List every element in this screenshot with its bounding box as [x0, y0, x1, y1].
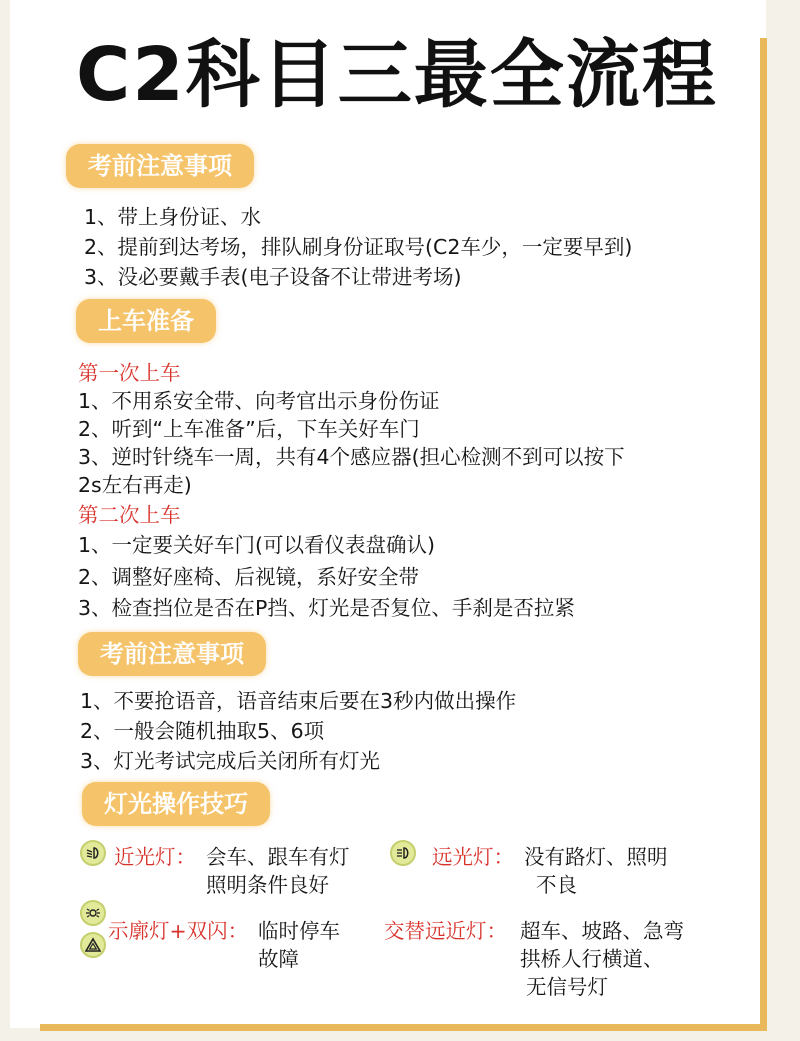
- list-item: 1、不要抢语音，语音结束后要在3秒内做出操作: [80, 689, 517, 713]
- page-frame-bottom: [40, 1024, 767, 1031]
- section-heading-pre-exam: 考前注意事项: [66, 144, 254, 188]
- section-heading-lights: 灯光操作技巧: [82, 782, 270, 826]
- high-beam-desc: 不良: [536, 873, 577, 897]
- subheading-second-boarding: 第二次上车: [78, 503, 181, 527]
- alternate-beam-desc: 超车、坡路、急弯: [520, 919, 684, 943]
- high-beam-desc: 没有路灯、照明: [524, 845, 668, 869]
- hazard-icon: [80, 932, 106, 958]
- low-beam-desc: 会车、跟车有灯: [206, 845, 350, 869]
- list-item: 2、听到“上车准备”后，下车关好车门: [78, 417, 420, 441]
- list-item: 3、逆时针绕车一周，共有4个感应器(担心检测不到可以按下: [78, 445, 625, 469]
- list-item: 3、灯光考试完成后关闭所有灯光: [80, 749, 381, 773]
- list-item: 2、一般会随机抽取5、6项: [80, 719, 325, 743]
- list-item: 1、带上身份证、水: [84, 205, 262, 229]
- subheading-first-boarding: 第一次上车: [78, 361, 181, 385]
- list-item: 2、提前到达考场，排队刷身份证取号(C2车少，一定要早到): [84, 235, 633, 259]
- list-item: 2、调整好座椅、后视镜，系好安全带: [78, 565, 420, 589]
- clearance-lamp-icon: [80, 900, 106, 926]
- alternate-beam-desc: 无信号灯: [526, 975, 608, 999]
- low-beam-desc: 照明条件良好: [206, 873, 329, 897]
- section-heading-boarding: 上车准备: [76, 299, 216, 343]
- list-item: 3、检查挡位是否在P挡、灯光是否复位、手刹是否拉紧: [78, 596, 575, 620]
- list-item: 3、没必要戴手表(电子设备不让带进考场): [84, 265, 462, 289]
- list-item: 1、一定要关好车门(可以看仪表盘确认): [78, 533, 436, 557]
- clearance-desc: 临时停车: [258, 919, 340, 943]
- page-frame-right: [760, 38, 767, 1031]
- page-title: C2科目三最全流程: [76, 32, 718, 118]
- clearance-desc: 故障: [258, 947, 299, 971]
- clearance-label: 示廓灯+双闪：: [108, 919, 249, 943]
- list-item: 1、不用系安全带、向考官出示身份伤证: [78, 389, 440, 413]
- high-beam-label: 远光灯：: [432, 845, 514, 869]
- section-heading-pre-exam-2: 考前注意事项: [78, 632, 266, 676]
- high-beam-icon: [390, 840, 416, 866]
- alternate-beam-desc: 拱桥人行横道、: [520, 947, 664, 971]
- low-beam-label: 近光灯：: [114, 845, 196, 869]
- list-item: 2s左右再走): [78, 473, 192, 497]
- alternate-beam-label: 交替远近灯：: [384, 919, 507, 943]
- low-beam-icon: [80, 840, 106, 866]
